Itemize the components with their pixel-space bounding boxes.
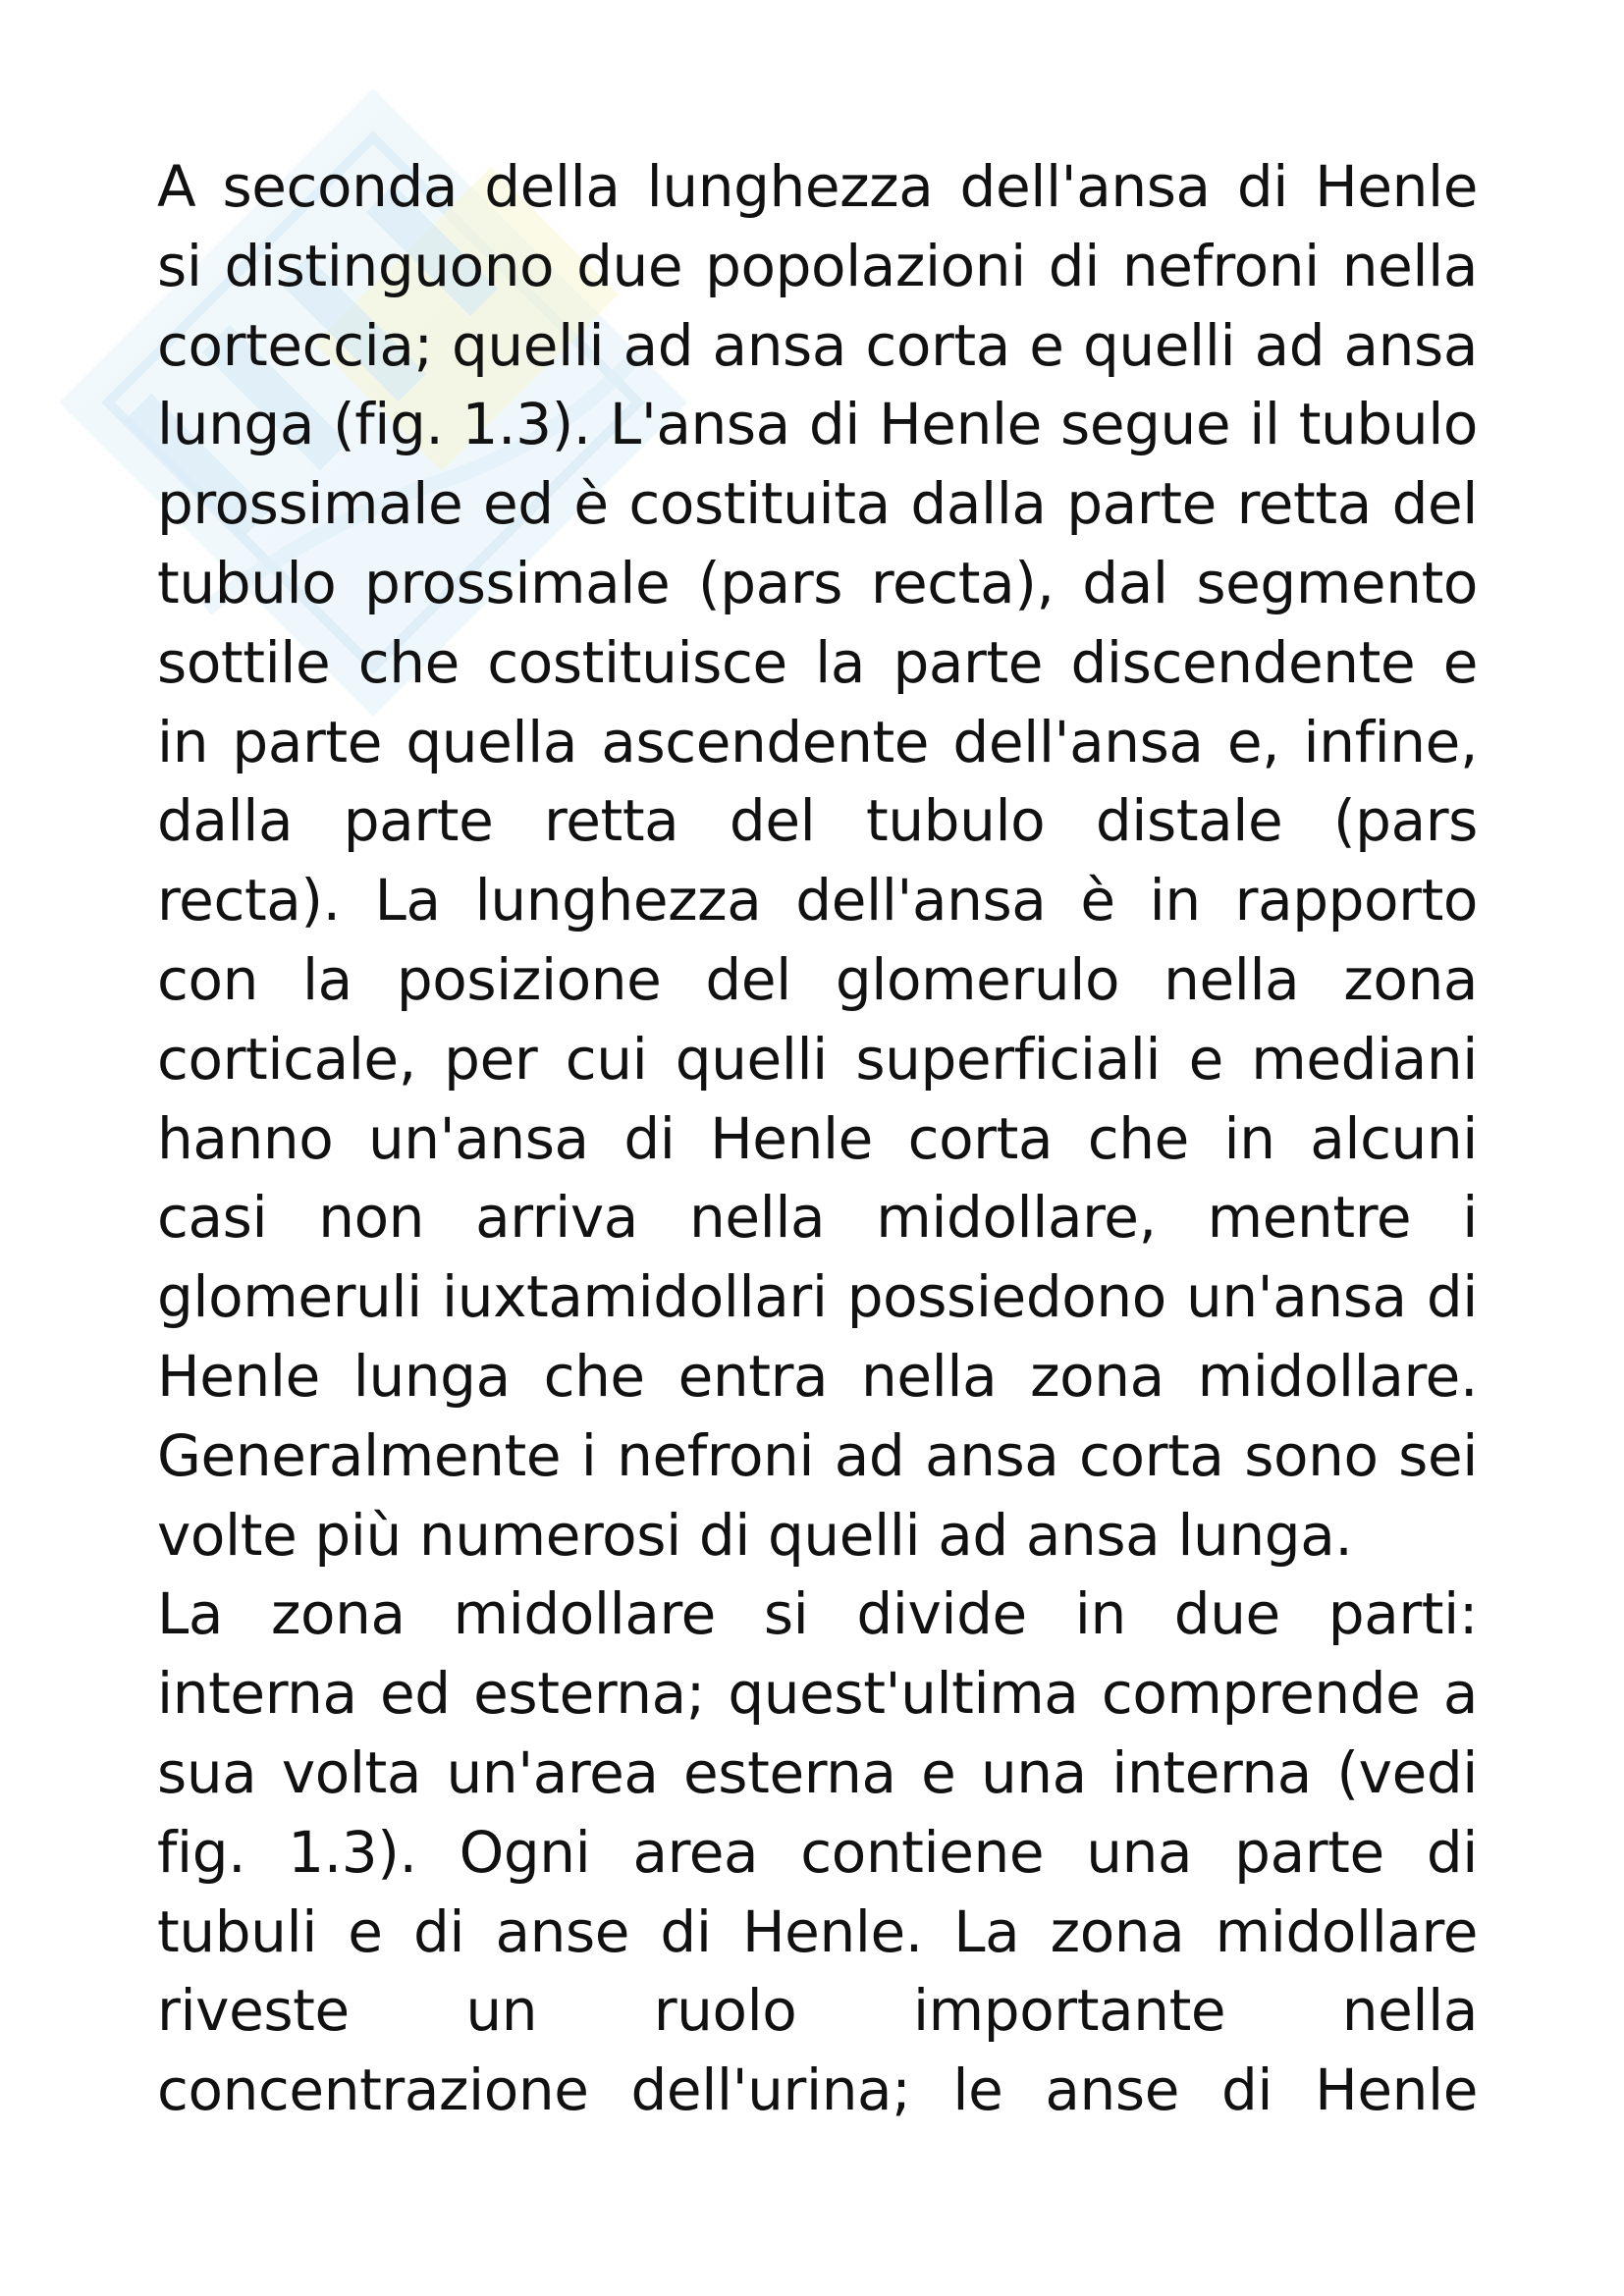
paragraph-1: A seconda della lunghezza dell'ansa di Henle si distinguono due popolazioni di nefroni nella corteccia; quelli ad ansa corta e quelli ad ansa lunga (fig. 1.3). L'ansa di Henle segue il tubulo prossimale ed è costituita dalla parte retta del tubulo prossimale (pars recta), dal segmento sottile che costituisce la parte discendente e in parte quella ascendente dell'ansa e, infine, dalla parte retta del tubulo distale (pars recta). La lunghezza dell'ansa è in rapporto con la posizione del glomerulo nella zona corticale, per cui quelli superficiali e mediani hanno un'ansa di Henle corta che in alcuni casi non arriva nella midollare, mentre i glomeruli iuxtamidollari possiedono un'ansa di Henle lunga che entra nella zona midollare. Generalmente i nefroni ad ansa corta sono sei volte più numerosi di quelli ad ansa lunga. [157,153,1478,1569]
document-body [157,147,1478,2130]
paragraph-2: La zona midollare si divide in due parti: interna ed esterna; quest'ultima comprende a sua volta un'area esterna e una interna (vedi fig. 1.3). Ogni area contiene una parte di tubuli e di anse di Henle. La zona midollare riveste un ruolo importante nella concentrazione dell'urina; le anse di Henle [157,1580,1478,2124]
